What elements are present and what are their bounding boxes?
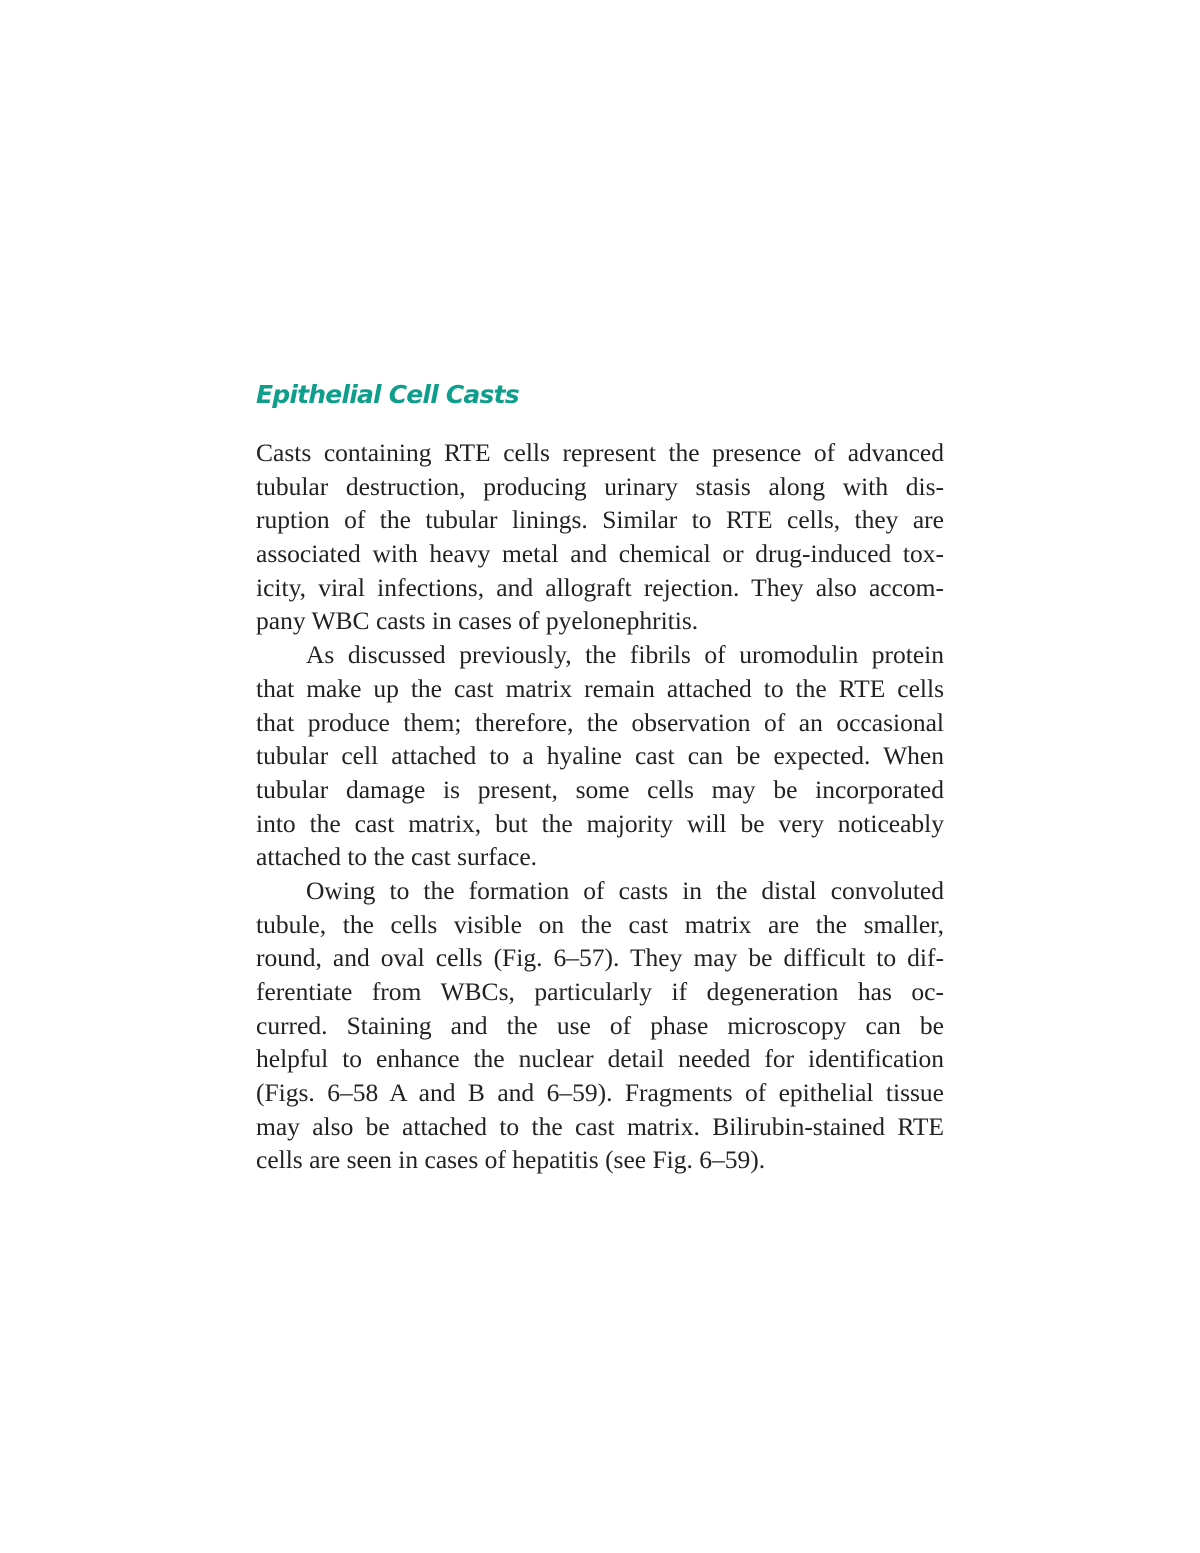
text-line: icity, viral infections, and allograft rejection. They also accom-: [256, 572, 944, 602]
text-line: attached to the cast surface.: [256, 842, 538, 872]
text-line: cells are seen in cases of hepatitis (see Fig. 6–59).: [256, 1145, 766, 1175]
text-line: (Figs. 6–58 A and B and 6–59). Fragments of epithelial tissue: [256, 1078, 944, 1108]
text-line: Owing to the formation of casts in the distal convoluted: [306, 875, 944, 905]
text-line: tubular cell attached to a hyaline cast can be expected. When: [256, 741, 944, 771]
text-line: that produce them; therefore, the observation of an occasional: [256, 707, 944, 737]
text-line: may also be attached to the cast matrix. Bilirubin-stained RTE: [256, 1111, 944, 1141]
text-line: As discussed previously, the fibrils of uromodulin protein: [306, 640, 944, 670]
text-line: tubular destruction, producing urinary stasis along with dis-: [256, 471, 944, 501]
text-line: pany WBC casts in cases of pyelonephritis.: [256, 606, 699, 636]
paragraph: [256, 638, 944, 874]
body-text: [256, 436, 944, 1177]
text-line: that make up the cast matrix remain attached to the RTE cells: [256, 673, 944, 703]
text-line: curred. Staining and the use of phase microscopy can be: [256, 1010, 944, 1040]
text-line: helpful to enhance the nuclear detail needed for identification: [256, 1044, 944, 1074]
text-line: associated with heavy metal and chemical or drug-induced tox-: [256, 539, 944, 569]
text-line: round, and oval cells (Fig. 6–57). They may be difficult to dif-: [256, 943, 944, 973]
paragraph: [256, 436, 944, 638]
text-line: tubular damage is present, some cells may be incorporated: [256, 774, 944, 804]
text-line: ferentiate from WBCs, particularly if degeneration has oc-: [256, 977, 944, 1006]
text-line: Casts containing RTE cells represent the presence of advanced: [256, 438, 944, 467]
text-line: ruption of the tubular linings. Similar to RTE cells, they are: [256, 505, 944, 535]
paragraph: [256, 874, 944, 1177]
section-heading: Epithelial Cell Casts: [256, 380, 519, 409]
text-line: tubule, the cells visible on the cast matrix are the smaller,: [256, 909, 944, 939]
text-line: into the cast matrix, but the majority will be very noticeably: [256, 808, 944, 838]
